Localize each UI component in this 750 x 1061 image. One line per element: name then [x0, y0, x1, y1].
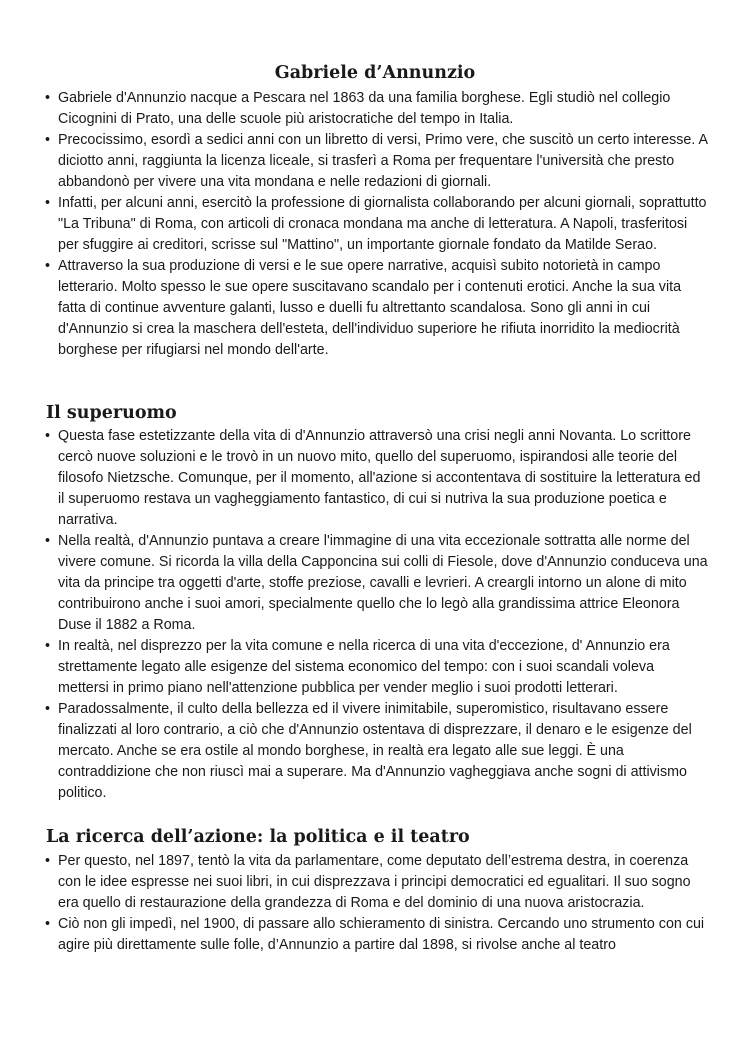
- biography-list: [44, 88, 708, 361]
- list-item: • Gabriele d'Annunzio nacque a Pescara nel 1863 da una familia borghese. Egli studiò nel collegio Cicognini di Prato, una delle scuole più aristocratiche del tempo in Italia.: [44, 88, 708, 130]
- list-item: • Questa fase estetizzante della vita di d'Annunzio attraversò una crisi negli anni Novanta. Lo scrittore cercò nuove soluzioni e le trovò in un nuovo mito, quello del superuomo, ispirandosi alle teorie del filosofo Nietzsche. Comunque, per il momento, all'azione si accontentava di sostituire la letteratura ed il superuomo restava un vagheggiamento fantastico, di cui si nutriva la sua produzione poetica e narrativa.: [44, 426, 708, 531]
- section-heading-politica-teatro: La ricerca dell’azione: la politica e il teatro: [46, 827, 470, 847]
- list-item: • Ciò non gli impedì, nel 1900, di passare allo schieramento di sinistra. Cercando uno strumento con cui agire più direttamente sulle folle, d’Annunzio a partire dal 1898, si rivolse anche al teatro: [44, 914, 708, 956]
- politica-teatro-list: [44, 851, 708, 956]
- list-item: • Paradossalmente, il culto della bellezza ed il vivere inimitabile, superomistico, risultavano essere finalizzati al loro contrario, a ciò che d'Annunzio ostentava di disprezzare, il denaro e le esigenze del mercato. Anche se era ostile al mondo borghese, in realtà era legato alle sue leggi. È una contraddizione che non riuscì mai a superare. Ma d'Annunzio vagheggiava anche sogni di attivismo politico.: [44, 699, 708, 804]
- page-title: Gabriele d’Annunzio: [274, 63, 476, 83]
- superuomo-list: [44, 426, 708, 804]
- list-item: • In realtà, nel disprezzo per la vita comune e nella ricerca di una vita d'eccezione, d' Annunzio era strettamente legato alle esigenze del sistema economico del tempo: con i suoi scandali voleva mettersi in primo piano nell'attenzione pubblica per vender meglio i suoi prodotti letterari.: [44, 636, 708, 699]
- list-item: • Nella realtà, d'Annunzio puntava a creare l'immagine di una vita eccezionale sottratta alle norme del vivere comune. Si ricorda la villa della Capponcina sui colli di Fiesole, dove d'Annunzio conduceva una vita da principe tra oggetti d'arte, stoffe preziose, cavalli e levrieri. A creargli intorno un alone di mito contribuirono anche i suoi amori, specialmente quello che lo legò alla grandissima attrice Eleonora Duse il 1882 a Roma.: [44, 531, 708, 636]
- list-item: • Attraverso la sua produzione di versi e le sue opere narrative, acquisì subito notorietà in campo letterario. Molto spesso le sue opere suscitavano scandalo per i contenuti erotici. Anche la sua vita fatta di continue avventure galanti, lusso e duelli fu altrettanto scandalosa. Sono gli anni in cui d'Annunzio si crea la maschera dell'esteta, dell'individuo superiore he rifiuta inorridito la mediocrità borghese per rifugiarsi nel mondo dell'arte.: [44, 256, 708, 361]
- section-heading-superuomo: Il superuomo: [46, 403, 177, 423]
- list-item: • Infatti, per alcuni anni, esercitò la professione di giornalista collaborando per alcuni giornali, soprattutto "La Tribuna" di Roma, con articoli di cronaca mondana ma anche di letteratura. A Napoli, trasferitosi per sfuggire ai creditori, scrisse sul "Mattino", un importante giornale fondato da Matilde Serao.: [44, 193, 708, 256]
- list-item: • Precocissimo, esordì a sedici anni con un libretto di versi, Primo vere, che suscitò un certo interesse. A diciotto anni, raggiunta la licenza liceale, si trasferì a Roma per frequentare l'università che presto abbandonò per vivere una vita mondana e nelle redazioni di giornali.: [44, 130, 708, 193]
- list-item: • Per questo, nel 1897, tentò la vita da parlamentare, come deputato dell’estrema destra, in coerenza con le idee espresse nei suoi libri, in cui disprezzava i principi democratici ed egualitari. Il suo sogno era quello di restaurazione della grandezza di Roma e del dominio di una nuova aristocrazia.: [44, 851, 708, 914]
